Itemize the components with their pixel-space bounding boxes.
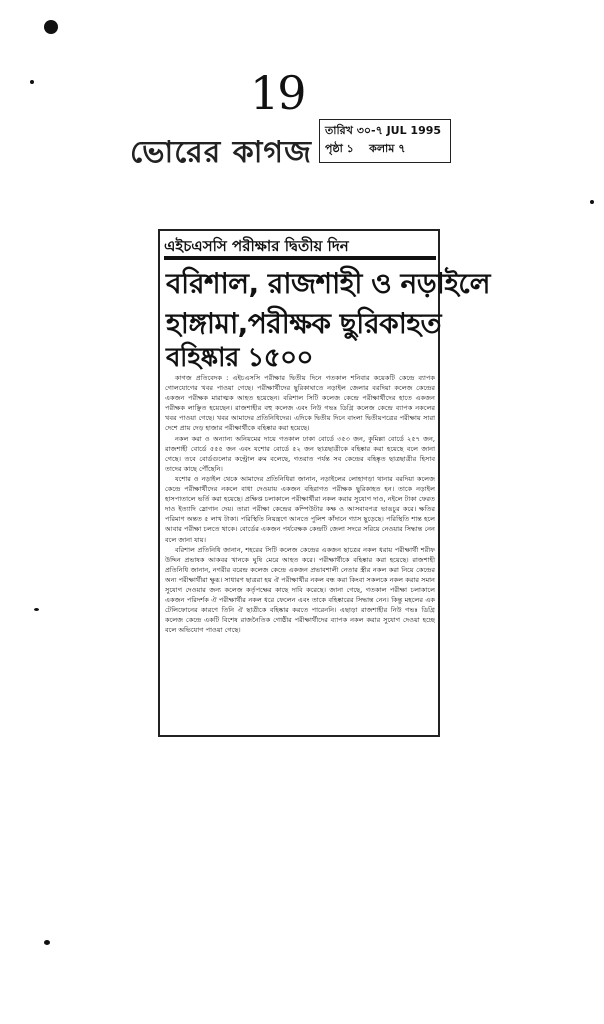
headline-line-3: বহিষ্কার ১৫০০ bbox=[166, 343, 313, 373]
stamp-page-label: পৃষ্ঠা bbox=[325, 142, 343, 155]
scan-speck bbox=[30, 80, 34, 84]
headline-line-1: বরিশাল, রাজশাহী ও নড়াইলে bbox=[166, 267, 491, 300]
stamp-date-label: তারিখ bbox=[325, 124, 353, 137]
scan-speck bbox=[590, 200, 594, 204]
stamp-column-value: ৭ bbox=[398, 142, 406, 155]
article-paragraph: কাগজ প্রতিবেদক : এইচএসসি পরীক্ষার দ্বিতীয় দিনে গতকাল শনিবার কয়েকটি কেন্দ্রে ব্যাপক গোলযোগের খবর পাওয়া গেছে। পরীক্ষার্থীদের ছুরিকাঘাতে নড়াইল জেলার বরদিয়া কলেজ কেন্দ্রের একজন পরীক্ষক মারাত্মক আহত হয়েছেন। বরিশাল সিটি কলেজ কেন্দ্রে পরীক্ষার্থীদের হাতে একজন পরীক্ষক লাঞ্ছিত হয়েছেন। রাজশাহীর বহু কলেজ এবং নিউ গভঃ ডিগ্রি কলেজ কেন্দ্রে ব্যাপক নকলের খবর পাওয়া গেছে। খবর আমাদের প্রতিনিধিদের। এদিকে দ্বিতীয় দিনে বাংলা দ্বিতীয়পত্রের পরীক্ষায় সারা দেশে প্রায় দেড় হাজার পরীক্ষার্থীকে বহিষ্কার করা হয়েছে। bbox=[165, 374, 435, 433]
stamp-column-label: কলাম bbox=[369, 142, 395, 155]
scan-speck bbox=[44, 940, 50, 945]
stamp-date-value: ৩০-৭ JUL 1995 bbox=[356, 124, 442, 137]
article-body bbox=[165, 373, 435, 733]
article-kicker: এইচএসসি পরীক্ষার দ্বিতীয় দিন bbox=[164, 237, 349, 255]
article-paragraph: যশোর ও নড়াইল থেকে আমাদের প্রতিনিধিরা জানান, নড়াইলের লোহাগড়া থানার বরদিয়া কলেজ কেন্দ্রে পরীক্ষার্থীদের নকলে বাধা দেওয়ায় একজন বহিরাগত পরীক্ষক ছুরিকাহত হন। তাকে নড়াইল হাসপাতালে ভর্তি করা হয়েছে। প্রক্ষিপ্ত চলাকালে পরীক্ষার্থীরা নকল করার সুযোগ দাও, নইলে টাকা ফেরত দাও ইত্যাদি স্লোগান দেয়। তারা পরীক্ষা কেন্দ্রের কম্পিউটার কক্ষ ও আসবাবপত্র ভাঙচুর করে। ক্ষতির পরিমাণ অন্তত ৫ লাখ টাকা। পরিস্থিতি নিয়ন্ত্রণে আনতে পুলিশ কাঁদানে গ্যাস ছুড়েছে। পরিস্থিতি শান্ত হলে আবার পরীক্ষা চলতে থাকে। বোর্ডের একজন পর্যবেক্ষক কেন্দ্রটি জেলা সদরে সরিয়ে নেওয়ার সিদ্ধান্ত নেন বলে জানা যায়। bbox=[165, 474, 435, 544]
headline-line-2: হাঙ্গামা,পরীক্ষক ছুরিকাহত bbox=[166, 307, 442, 340]
stamp-date-row bbox=[325, 122, 445, 140]
newspaper-name: ভোরের কাগজ bbox=[130, 135, 312, 170]
stamp-page-value: ১ bbox=[346, 142, 354, 155]
kicker-rule bbox=[164, 256, 436, 260]
article-paragraph: বরিশাল প্রতিনিধি জানান, শহরের সিটি কলেজ কেন্দ্রের একজন ছাত্রের নকল ধরায় পরীক্ষার্থী শরীফ উদ্দিন প্রভাষক আকবর খানকে ঘুষি মেরে আহত করে। পরীক্ষার্থীকে বহিষ্কার করা হয়েছে। রাজশাহী প্রতিনিধি জানান, নগরীর বরেন্দ্র কলেজ কেন্দ্রে একজন প্রভাবশালী নেতার স্ত্রীর নকল করা নিয়ে কেন্দ্রের অন্য পরীক্ষার্থীরা ক্ষুব্ধ। সাধারণ ছাত্ররা হয় ঐ পরীক্ষার্থীর নকল বন্ধ করা কিংবা সকলকে নকল করার সমান সুযোগ দেওয়ার জন্য কলেজ কর্তৃপক্ষের কাছে দাবি করেছে। জানা গেছে, গতকাল পরীক্ষা চলাকালে একজন পরিদর্শক ঐ পরীক্ষার্থীর নকল ধরে ফেলেন এবং তাকে বহিষ্কারের সিদ্ধান্ত নেন। কিন্তু মহলের এক টেলিফোনের কারণে তিনি ঐ ছাত্রীকে বহিষ্কার করতে পারেননি। এছাড়া রাজশাহীর নিউ গভঃ ডিগ্রি কলেজ কেন্দ্রে একটি বিশেষ রাজনৈতিক গোষ্ঠীর পরীক্ষার্থীদের ব্যাপক নকল করার সুযোগ দেওয়া হচ্ছে বলে অভিযোগ পাওয়া গেছে। bbox=[165, 545, 435, 635]
stamp-page-row bbox=[325, 140, 445, 158]
scan-speck bbox=[44, 20, 58, 34]
clipping-stamp bbox=[319, 119, 451, 163]
handwritten-number: 19 bbox=[250, 66, 305, 120]
scan-speck bbox=[34, 608, 39, 611]
article-paragraph: নকল করা ও অন্যান্য অনিয়মের দায়ে গতকাল ঢাকা বোর্ডে ৩৫৩ জন, কুমিল্লা বোর্ডে ২৫৭ জন, রাজশাহী বোর্ডে ৫৫৫ জন এবং যশোর বোর্ডে ৫২ জন ছাত্রছাত্রীকে বহিষ্কার করা হয়েছে বলে জানা গেছে। তবে বোর্ডগুলোর কন্ট্রোল রুম বলেছে, গতরাত পর্যন্ত সব কেন্দ্রের বহিষ্কৃত ছাত্রছাত্রীর হিসাব তাদের কাছে পৌঁছেনি। bbox=[165, 434, 435, 473]
